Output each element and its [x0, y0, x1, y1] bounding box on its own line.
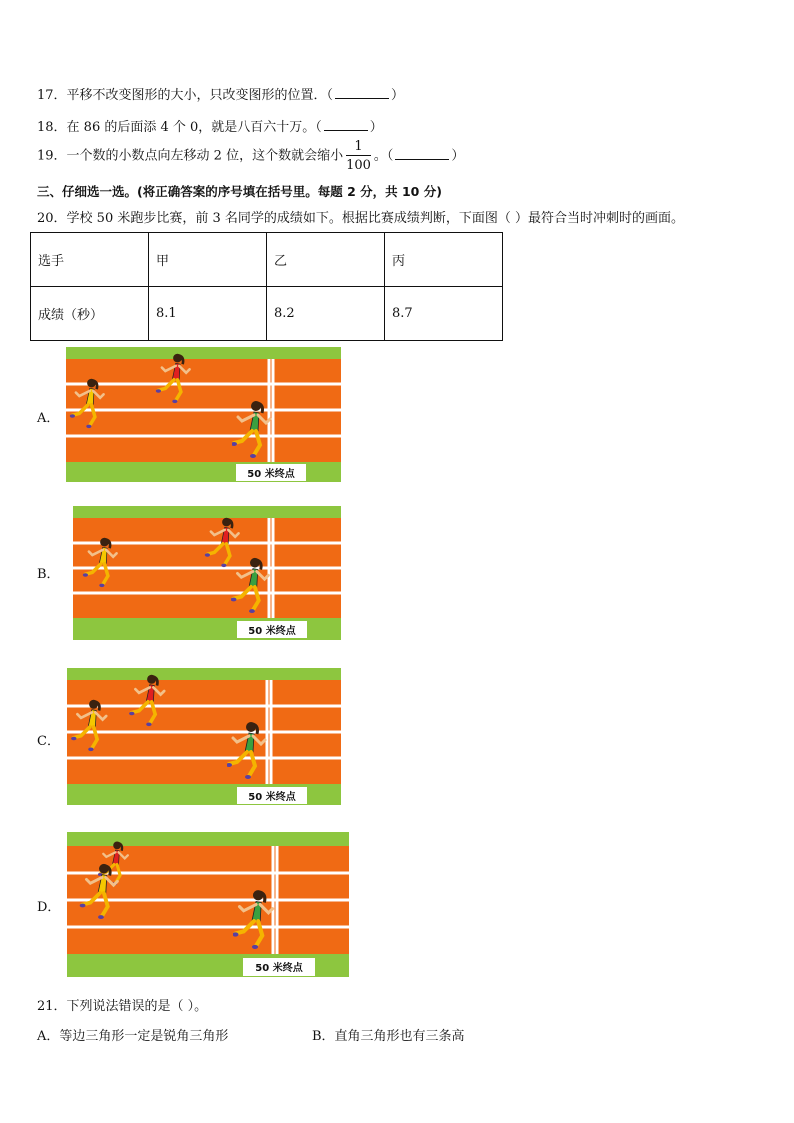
option-d-image	[67, 832, 349, 977]
table-cell: 丙	[385, 233, 503, 287]
q21-option-a[interactable]: A．等边三角形一定是锐角三角形	[37, 1029, 229, 1044]
table-cell: 成绩（秒）	[31, 287, 149, 341]
question-21: 21．下列说法错误的是（ ）。	[37, 999, 208, 1014]
question-19-text: 19．一个数的小数点向左移动 2 位，这个数就会缩小	[37, 148, 344, 164]
table-cell: 8.2	[267, 287, 385, 341]
option-d-label: D．	[37, 900, 61, 915]
question-17-text: 17．平移不改变图形的大小，只改变图形的位置．（	[37, 88, 334, 103]
question-18: 18．在 86 的后面添 4 个 0，就是八百六十万。（ ）	[37, 120, 383, 135]
option-c-image	[67, 668, 341, 805]
option-c-label: C．	[37, 734, 60, 749]
option-a-label: A．	[37, 411, 60, 426]
table-cell: 乙	[267, 233, 385, 287]
finish-label: 50 米终点	[248, 626, 296, 637]
finish-label: 50 米终点	[248, 792, 296, 803]
question-18-text: 18．在 86 的后面添 4 个 0，就是八百六十万。（	[37, 120, 322, 135]
section-heading: 三、仔细选一选。(将正确答案的序号填在括号里。每题 2 分，共 10 分)	[37, 184, 442, 199]
finish-label: 50 米终点	[247, 469, 295, 480]
q21-option-b[interactable]: B．直角三角形也有三条高	[312, 1029, 465, 1044]
answer-blank[interactable]	[324, 118, 368, 131]
table-cell: 8.1	[149, 287, 267, 341]
answer-blank[interactable]	[335, 86, 389, 99]
fraction: $\frac{1}{100}$	[346, 139, 371, 173]
table-cell: 选手	[31, 233, 149, 287]
option-b-image	[73, 506, 341, 640]
question-17: 17．平移不改变图形的大小，只改变图形的位置．（ ）	[37, 88, 405, 103]
table-cell: 8.7	[385, 287, 503, 341]
table-cell: 甲	[149, 233, 267, 287]
score-table	[30, 232, 503, 341]
question-19: 19．一个数的小数点向左移动 2 位，这个数就会缩小 $\frac{1}{100}$ 。（ ）	[37, 139, 465, 173]
table-row	[31, 287, 503, 341]
option-a-image	[66, 347, 341, 482]
option-b-label: B．	[37, 567, 60, 582]
answer-blank[interactable]	[395, 147, 449, 160]
question-20: 20．学校 50 米跑步比赛，前 3 名同学的成绩如下。根据比赛成绩判断，下面图（ ）最符合当时冲刺时的画面。	[37, 211, 685, 226]
table-row	[31, 233, 503, 287]
finish-label: 50 米终点	[255, 963, 303, 974]
